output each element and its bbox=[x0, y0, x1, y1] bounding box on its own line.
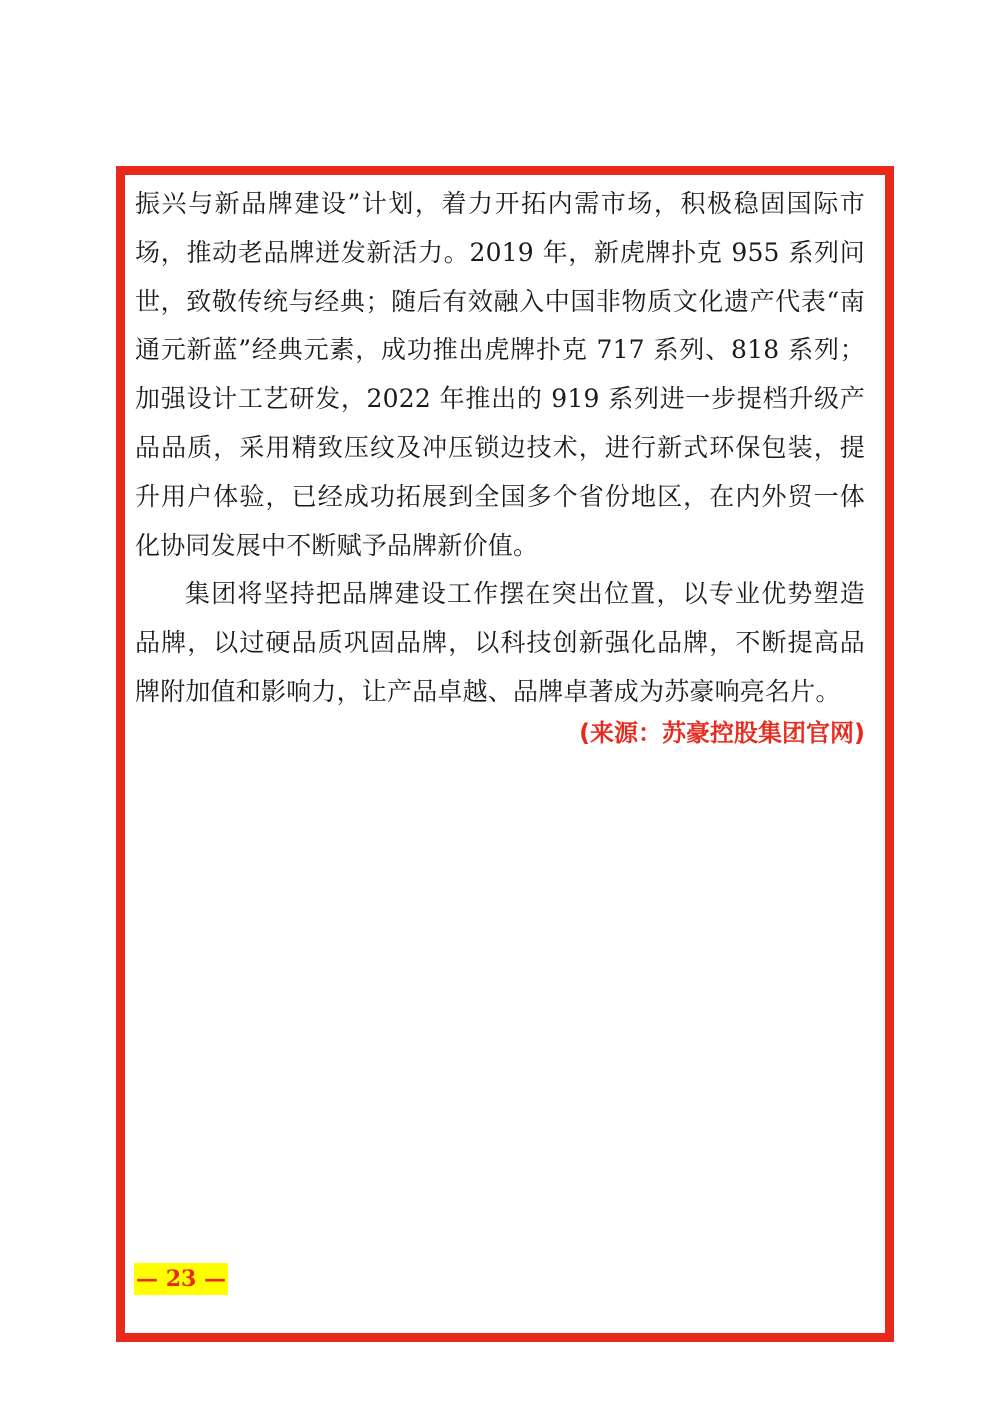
page-number: — 23 — bbox=[134, 1263, 228, 1295]
source-attribution: (来源：苏豪控股集团官网) bbox=[579, 719, 865, 747]
article-paragraph: 振兴与新品牌建设”计划，着力开拓内需市场，积极稳固国际市场，推动老品牌迸发新活力。2019 年，新虎牌扑克 955 系列问世，致敬传统与经典；随后有效融入中国非物质文化遗产代表“南通元新蓝”经典元素，成功推出虎牌扑克 717 系列、818 系列；加强设计工艺研发，2022 年推出的 919 系列进一步提档升级产品品质，采用精致压纹及冲压锁边技术，进行新式环保包装，提升用户体验，已经成功拓展到全国多个省份地区，在内外贸一体化协同发展中不断赋予品牌新价值。 bbox=[135, 189, 865, 560]
article-paragraph: 集团将坚持把品牌建设工作摆在突出位置，以专业优势塑造品牌，以过硬品质巩固品牌，以科技创新强化品牌，不断提高品牌附加值和影响力，让产品卓越、品牌卓著成为苏豪响亮名片。 bbox=[135, 579, 865, 706]
article-body bbox=[135, 180, 865, 747]
